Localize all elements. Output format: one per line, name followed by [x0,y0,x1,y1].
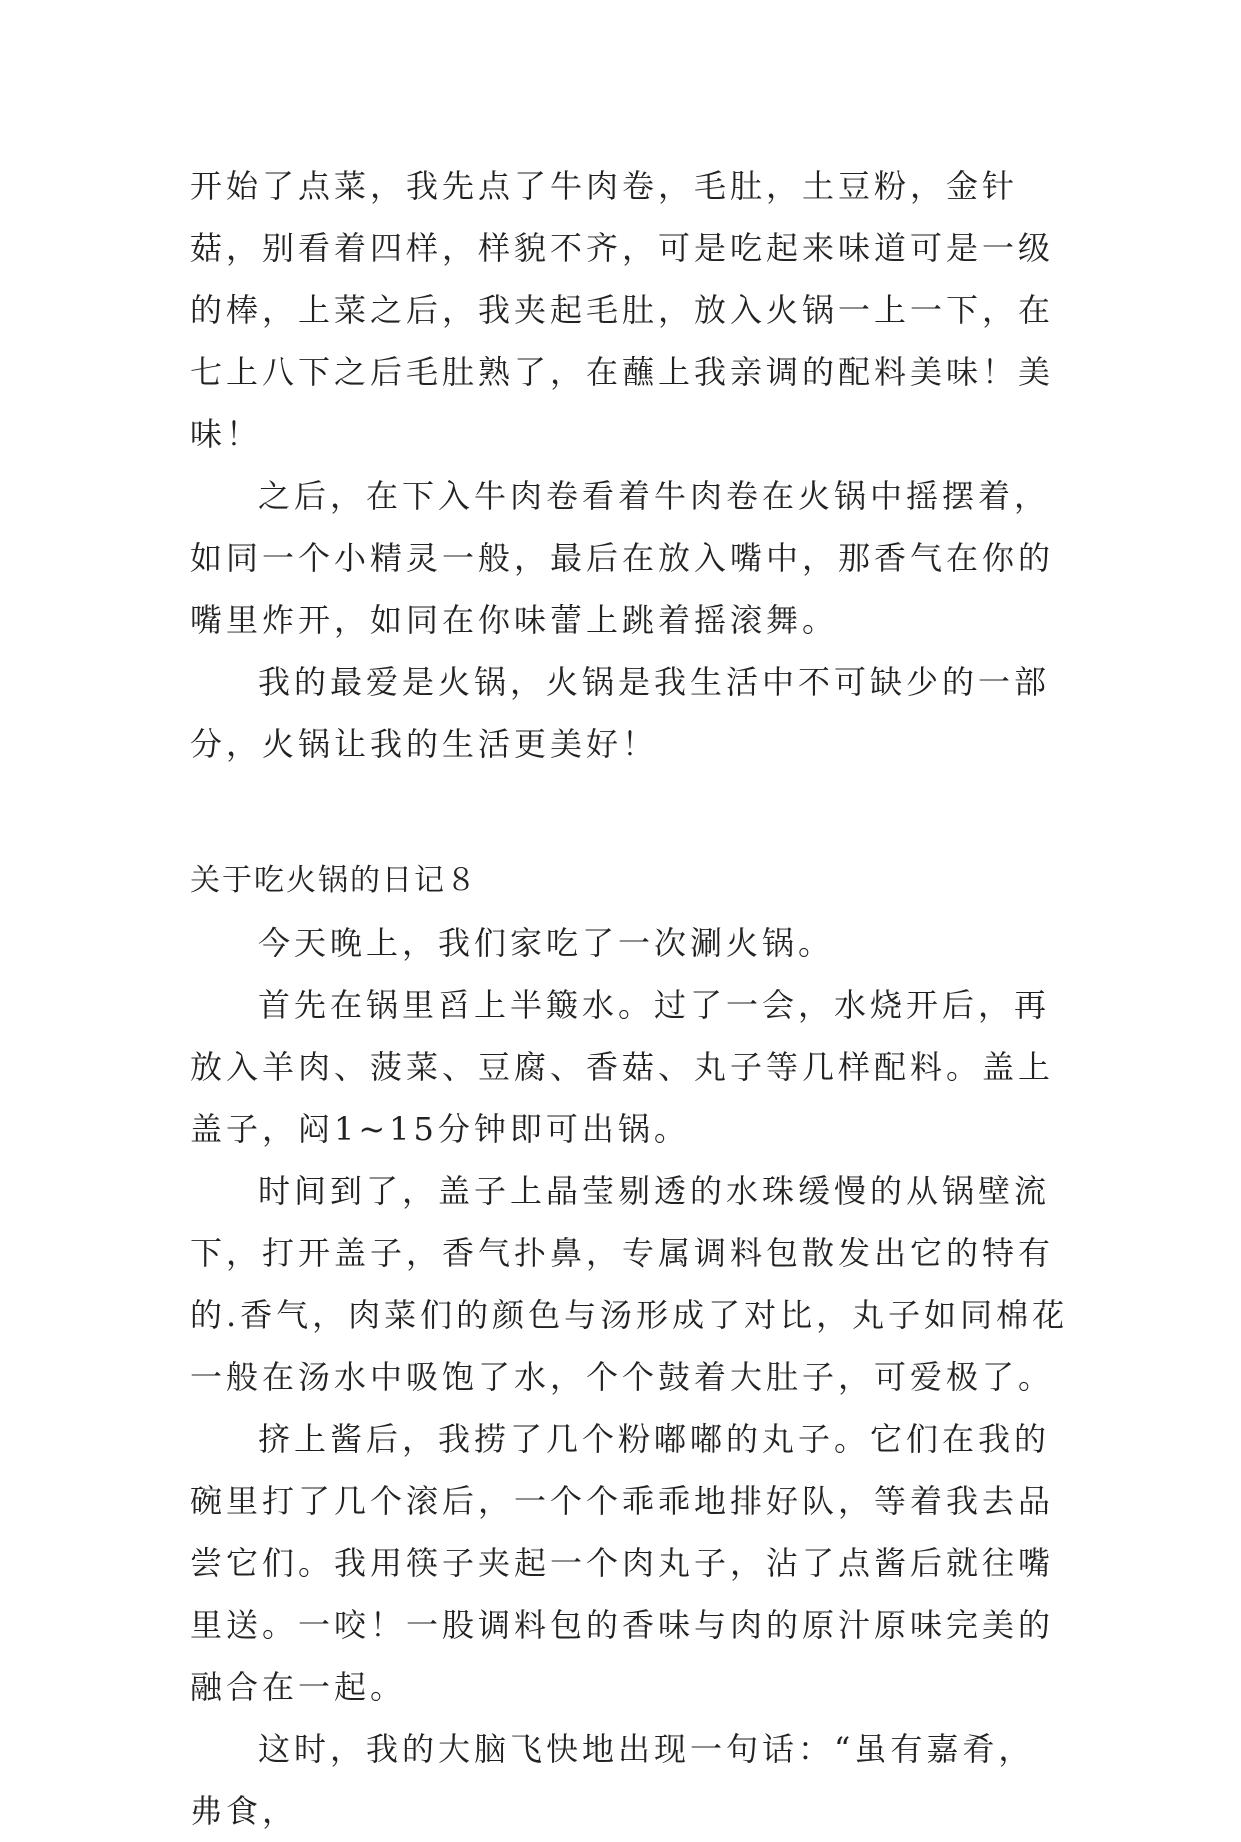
paragraph-first-water: 首先在锅里舀上半簸水。过了一会，水烧开后，再放入羊肉、菠菜、豆腐、香菇、丸子等几样配料。盖上盖子，闷1~15分钟即可出锅。 [190,986,1055,1148]
paragraph-tonight: 今天晚上，我们家吃了一次涮火锅。 [258,924,835,962]
paragraph-order-food: 开始了点菜，我先点了牛肉卷，毛肚，土豆粉，金针菇，别看着四样，样貌不齐，可是吃起来味道可是一级的棒，上菜之后，我夹起毛肚，放入火锅一上一下，在七上八下之后毛肚熟了，在蘸上我亲调的配料美味！美味！ [190,167,1055,453]
paragraph-lid-open: 时间到了，盖子上晶莹剔透的水珠缓慢的从锅壁流下，打开盖子，香气扑鼻，专属调料包散发出它的特有的.香气，肉菜们的颜色与汤形成了对比，丸子如同棉花一般在汤水中吸饱了水，个个鼓着大肚子，可爱极了。 [190,1172,1069,1396]
paragraph-favorite-hotpot: 我的最爱是火锅，火锅是我生活中不可缺少的一部分，火锅让我的生活更美好！ [190,663,1051,763]
paragraph-quote: 这时，我的大脑飞快地出现一句话：“虽有嘉肴，弗食， [190,1730,1035,1830]
paragraph-beef-roll: 之后，在下入牛肉卷看着牛肉卷在火锅中摇摆着，如同一个小精灵一般，最后在放入嘴中，那香气在你的嘴里炸开，如同在你味蕾上跳着摇滚舞。 [190,477,1055,639]
document-body [190,155,1070,1842]
section-gap [190,775,1070,850]
diary-heading: 关于吃火锅的日记８ [190,863,478,898]
paragraph-meatballs: 挤上酱后，我捞了几个粉嘟嘟的丸子。它们在我的碗里打了几个滚后，一个个乖乖地排好队，等着我去品尝它们。我用筷子夹起一个肉丸子，沾了点酱后就往嘴里送。一咬！一股调料包的香味与肉的原汁原味完美的融合在一起。 [190,1420,1055,1706]
